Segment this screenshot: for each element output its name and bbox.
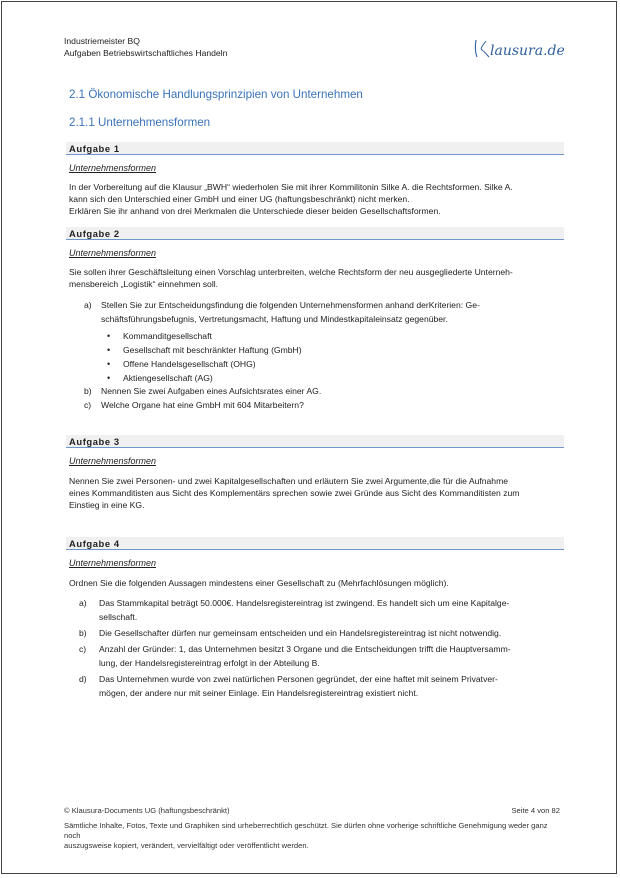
text-line: schäftsführungsbefugnis, Vertretungsmacht, Haftung und Mindestkapitaleinsatz gegenüber. (101, 314, 448, 324)
text-line: sellschaft. (99, 612, 138, 622)
text-line: Erklären Sie ihr anhand von drei Merkmalen die Unterschiede dieser beiden Gesellschaftsformen. (69, 206, 441, 216)
document-page: Industriemeister BQ Aufgaben Betriebswirtschaftliches Handeln lausura.de 2.1 Ökonomische Handlungsprinzipien von Unternehmen 2.1.1 Unternehmensformen Aufgabe 1 Unternehmensformen In der Vorbereitung auf die Klausur „BWH“ wiederholen Sie mit ihrer Kommilitonin Silke A. die Rechtsformen. Silke A. kann sich den Unterschied einer GmbH und einer UG (haftungsbeschränkt) nicht merken. Erklären Sie ihr anhand von drei Merkmalen die Unterschiede dieser beiden Gesellschaftsformen. Aufgabe 2 Unternehmensformen Sie sollen ihrer Geschäftsleitung einen Vorschlag unterbreiten, welche Rechtsform der neu ausgegliederte Unterneh- mensbereich „Logistik“ einnehmen soll. a) Stellen Sie zur Entscheidungsfindung die folgenden Unternehmensformen anhand derKriterien: Ge- schäftsführungsbefugnis, Vertretungsmacht, Haftung und Mindestkapitaleinsatz gegenüber. • Kommanditgesellschaft • Gesellschaft mit beschränkter Haftung (GmbH) • Offene Handelsgesellschaft (OHG) • Aktiengesellschaft (AG) b) Nennen Sie zwei Aufgaben eines Aufsichtsrates einer AG. c) Welche Organe hat eine GmbH mit 604 Mitarbeitern? Aufgabe 3 Unternehmensformen Nennen Sie zwei Personen- und zwei Kapitalgesellschaften und erläutern Sie zwei Argumente,die für die Aufnahme eines Kommanditisten aus Sicht des Komplementärs sprechen sowie zwei Gründe aus Sicht des Kommanditisten zum Einstieg in eine KG. Aufgabe 4 Unternehmensformen Ordnen Sie die folgenden Aussagen mindestens einer Gesellschaft zu (Mehrfachlösungen möglich). a) Das Stammkapital beträgt 50.000€. Handelsregistereintrag ist zwingend. Es handelt sich um eine Kapitalge- sellschaft. b) Die Gesellschafter dürfen nur gemeinsam entscheiden und ein Handelsregistereintrag ist nicht notwendig. c) Anzahl der Gründer: 1, das Unternehmen besitzt 3 Organe und die Entscheidungen trifft die Hauptversamm- lung, der Handelsregistereintrag erfolgt in der Abteilung B. d) Das Unternehmen wurde von zwei natürlichen Personen gegründet, der eine haftet mit seinem Privatver- mögen, der andere nur mit seiner Einlage. Ein Handelsregistereintrag existiert nicht. © Klausura-Documents UG (haftungsbeschränkt) Seite 4 von 82 Sämtliche Inhalte, Fotos, Texte und Graphiken sind urheberrechtlich geschützt. Sie dürfen ohne vorherige schriftliche Genehmigung weder ganz noch auszugsweise kopiert, verändert, vervielfältigt oder veröffentlicht werden. (1, 1, 617, 874)
item-marker: c) (79, 644, 87, 654)
text-line: Nennen Sie zwei Personen- und zwei Kapitalgesellschaften und erläutern Sie zwei Argumente,die für die Aufnahme (69, 476, 509, 486)
text-line: lung, der Handelsregistereintrag erfolgt in der Abteilung B. (99, 658, 320, 668)
header-subject: Aufgaben Betriebswirtschaftliches Handeln (64, 47, 228, 58)
task-2-item-a (84, 298, 564, 328)
task-4-text (69, 577, 564, 589)
task-4-item-c (79, 642, 564, 672)
item-text: Welche Organe hat eine GmbH mit 604 Mitarbeitern? (101, 400, 304, 410)
task-2-item-c (84, 398, 564, 412)
section-heading: 2.1 Ökonomische Handlungsprinzipien von Unternehmen (69, 88, 363, 101)
text-line: eines Kommanditisten aus Sicht des Komplementärs sprechen sowie zwei Gründe aus Sicht des Kommanditisten zum (69, 488, 520, 498)
klausura-logo (472, 34, 576, 62)
task-3-subtitle: Unternehmensformen (69, 456, 157, 466)
text-line: kann sich den Unterschied einer GmbH und einer UG (haftungsbeschränkt) nicht merken. (69, 194, 410, 204)
footer-page-number: Seite 4 von 82 (511, 806, 560, 815)
text-line: Das Unternehmen wurde von zwei natürlichen Personen gegründet, der eine haftet mit seinem Privatver- (99, 674, 498, 684)
task-4-item-d (79, 672, 564, 702)
text-line: mögen, der andere nur mit seiner Einlage. Ein Handelsregistereintrag existiert nicht. (99, 688, 419, 698)
text-line: Anzahl der Gründer: 1, das Unternehmen besitzt 3 Organe und die Entscheidungen trifft die Hauptversamm- (99, 644, 511, 654)
task-4-item-b (79, 626, 564, 640)
footer-notice (64, 821, 564, 851)
task-2-subtitle: Unternehmensformen (69, 248, 157, 258)
item-marker: a) (84, 300, 92, 310)
text-line: Das Stammkapital beträgt 50.000€. Handelsregistereintrag ist zwingend. Es handelt sich um eine Kapitalge- (99, 598, 510, 608)
text-line: In der Vorbereitung auf die Klausur „BWH“ wiederholen Sie mit ihrer Kommilitonin Silke A. die Rechtsformen. Silke A. (69, 182, 513, 192)
document-header (64, 36, 227, 59)
item-text (99, 596, 509, 624)
item-marker: c) (84, 400, 92, 410)
item-text: Nennen Sie zwei Aufgaben eines Aufsichtsrates einer AG. (101, 386, 322, 396)
task-1-subtitle: Unternehmensformen (69, 163, 157, 173)
text-line: Stellen Sie zur Entscheidungsfindung die folgenden Unternehmensformen anhand derKriterien: Ge- (101, 300, 480, 310)
task-1-heading: Aufgabe 1 (66, 142, 564, 155)
text-line: Einstieg in eine KG. (69, 500, 145, 510)
item-marker: b) (84, 386, 92, 396)
item-text (99, 642, 511, 670)
header-course: Industriemeister BQ (64, 36, 140, 46)
task-1-text (69, 181, 564, 217)
footer-copyright: © Klausura-Documents UG (haftungsbeschränkt) (64, 806, 230, 815)
item-marker: d) (79, 674, 87, 684)
task-4-heading: Aufgabe 4 (66, 537, 564, 550)
text-line: Sie sollen ihrer Geschäftsleitung einen Vorschlag unterbreiten, welche Rechtsform der neu ausgegliederte Unterneh- (69, 267, 513, 277)
subsection-heading: 2.1.1 Unternehmensformen (69, 116, 211, 129)
svg-text:lausura.de: lausura.de (490, 43, 565, 59)
task-2-item-b (84, 384, 564, 398)
item-text: Die Gesellschafter dürfen nur gemeinsam entscheiden und ein Handelsregistereintrag ist nicht notwendig. (99, 628, 502, 638)
item-text (101, 298, 480, 326)
text-line: Ordnen Sie die folgenden Aussagen mindestens einer Gesellschaft zu (Mehrfachlösungen möglich). (69, 578, 449, 588)
task-3-heading: Aufgabe 3 (66, 435, 564, 448)
text-line: auszugsweise kopiert, verändert, vervielfältigt oder veröffentlicht werden. (64, 841, 309, 850)
item-marker: b) (79, 628, 87, 638)
text-line: Sämtliche Inhalte, Fotos, Texte und Graphiken sind urheberrechtlich geschützt. Sie dürfen ohne vorherige schriftliche Genehmigung weder ganz noch (64, 821, 548, 840)
task-4-subtitle: Unternehmensformen (69, 558, 157, 568)
task-4-item-a (79, 596, 564, 626)
task-2-heading: Aufgabe 2 (66, 227, 564, 240)
text-line: mensbereich „Logistik“ einnehmen soll. (69, 279, 219, 289)
task-2-text (69, 266, 564, 290)
task-3-text (69, 475, 564, 511)
item-text (99, 672, 498, 700)
item-marker: a) (79, 598, 87, 608)
